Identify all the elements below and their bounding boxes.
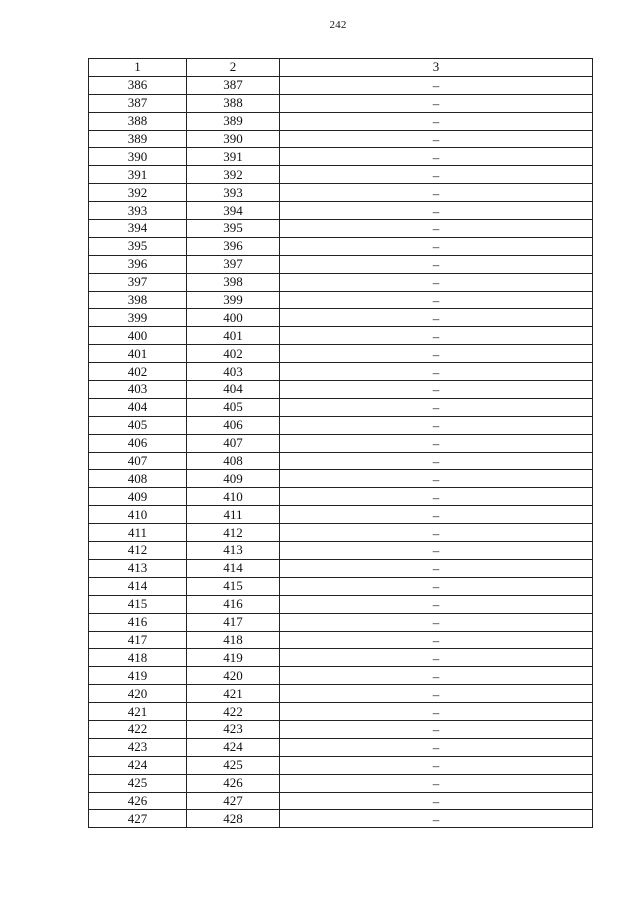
table-cell-col-2: 397 xyxy=(187,255,280,273)
table-cell-col-1: 410 xyxy=(89,506,187,524)
dash-value: – xyxy=(432,185,440,201)
table-row xyxy=(89,595,593,613)
column-header-2: 2 xyxy=(187,59,280,77)
table-row xyxy=(89,398,593,416)
table-cell-col-1: 425 xyxy=(89,774,187,792)
table-cell-col-1: 387 xyxy=(89,94,187,112)
dash-value: – xyxy=(432,436,440,452)
table-cell-col-3 xyxy=(280,434,593,452)
table-cell-col-3 xyxy=(280,255,593,273)
table-cell-col-1: 395 xyxy=(89,237,187,255)
table-cell-col-1: 403 xyxy=(89,381,187,399)
table-row xyxy=(89,381,593,399)
dash-value: – xyxy=(432,239,440,255)
table-row xyxy=(89,416,593,434)
table-row xyxy=(89,792,593,810)
table-cell-col-3 xyxy=(280,577,593,595)
table-cell-col-1: 427 xyxy=(89,810,187,828)
table-row xyxy=(89,738,593,756)
table-cell-col-3 xyxy=(280,685,593,703)
table-cell-col-2: 426 xyxy=(187,774,280,792)
dash-value: – xyxy=(432,167,440,183)
table-cell-col-1: 413 xyxy=(89,559,187,577)
table-cell-col-3 xyxy=(280,309,593,327)
dash-value: – xyxy=(432,507,440,523)
table-row xyxy=(89,130,593,148)
table-row xyxy=(89,756,593,774)
table-cell-col-3 xyxy=(280,148,593,166)
dash-value: – xyxy=(432,364,440,380)
dash-value: – xyxy=(432,346,440,362)
table-cell-col-2: 404 xyxy=(187,381,280,399)
dash-value: – xyxy=(432,203,440,219)
table-cell-col-2: 423 xyxy=(187,720,280,738)
table-cell-col-3 xyxy=(280,738,593,756)
table-cell-col-3 xyxy=(280,756,593,774)
table-row xyxy=(89,255,593,273)
table-cell-col-1: 405 xyxy=(89,416,187,434)
table-row xyxy=(89,345,593,363)
table-cell-col-3 xyxy=(280,595,593,613)
table-cell-col-3 xyxy=(280,237,593,255)
table-row xyxy=(89,166,593,184)
dash-value: – xyxy=(432,579,440,595)
dash-value: – xyxy=(432,615,440,631)
dash-value: – xyxy=(432,722,440,738)
table-cell-col-3 xyxy=(280,202,593,220)
table-cell-col-3 xyxy=(280,720,593,738)
table-cell-col-1: 426 xyxy=(89,792,187,810)
table-cell-col-2: 399 xyxy=(187,291,280,309)
table-cell-col-2: 415 xyxy=(187,577,280,595)
dash-value: – xyxy=(432,293,440,309)
table-row xyxy=(89,667,593,685)
table-cell-col-2: 410 xyxy=(187,488,280,506)
table-cell-col-2: 417 xyxy=(187,613,280,631)
table-cell-col-1: 412 xyxy=(89,542,187,560)
table-cell-col-3 xyxy=(280,76,593,94)
table-row xyxy=(89,148,593,166)
table-cell-col-2: 408 xyxy=(187,452,280,470)
table-cell-col-2: 406 xyxy=(187,416,280,434)
table-row xyxy=(89,309,593,327)
table-row xyxy=(89,94,593,112)
dash-value: – xyxy=(432,382,440,398)
table-cell-col-1: 399 xyxy=(89,309,187,327)
table-cell-col-3 xyxy=(280,416,593,434)
dash-value: – xyxy=(432,632,440,648)
table-cell-col-2: 388 xyxy=(187,94,280,112)
table-cell-col-1: 390 xyxy=(89,148,187,166)
dash-value: – xyxy=(432,650,440,666)
dash-value: – xyxy=(432,257,440,273)
table-cell-col-3 xyxy=(280,524,593,542)
table-cell-col-1: 391 xyxy=(89,166,187,184)
table-cell-col-1: 401 xyxy=(89,345,187,363)
table-row xyxy=(89,810,593,828)
table-cell-col-1: 402 xyxy=(89,363,187,381)
table-cell-col-2: 413 xyxy=(187,542,280,560)
table-cell-col-2: 427 xyxy=(187,792,280,810)
table-cell-col-2: 401 xyxy=(187,327,280,345)
table-cell-col-3 xyxy=(280,774,593,792)
table-cell-col-3 xyxy=(280,470,593,488)
table-cell-col-2: 391 xyxy=(187,148,280,166)
table-cell-col-1: 411 xyxy=(89,524,187,542)
table-cell-col-3 xyxy=(280,345,593,363)
table-cell-col-2: 389 xyxy=(187,112,280,130)
table-cell-col-1: 415 xyxy=(89,595,187,613)
dash-value: – xyxy=(432,525,440,541)
dash-value: – xyxy=(432,149,440,165)
table-row xyxy=(89,291,593,309)
dash-value: – xyxy=(432,78,440,94)
dash-value: – xyxy=(432,758,440,774)
table-row xyxy=(89,434,593,452)
page-number: 242 xyxy=(329,19,347,31)
table-cell-col-2: 409 xyxy=(187,470,280,488)
table-cell-col-2: 402 xyxy=(187,345,280,363)
dash-value: – xyxy=(432,776,440,792)
table-row xyxy=(89,202,593,220)
table-cell-col-1: 386 xyxy=(89,76,187,94)
table-cell-col-1: 416 xyxy=(89,613,187,631)
table-cell-col-3 xyxy=(280,667,593,685)
table-row xyxy=(89,542,593,560)
table-row xyxy=(89,327,593,345)
table-cell-col-2: 418 xyxy=(187,631,280,649)
table-cell-col-3 xyxy=(280,649,593,667)
table-cell-col-3 xyxy=(280,488,593,506)
table-row xyxy=(89,452,593,470)
dash-value: – xyxy=(432,740,440,756)
table-cell-col-1: 422 xyxy=(89,720,187,738)
table-cell-col-1: 406 xyxy=(89,434,187,452)
table-cell-col-3 xyxy=(280,327,593,345)
table-cell-col-1: 404 xyxy=(89,398,187,416)
table-cell-col-1: 388 xyxy=(89,112,187,130)
table-cell-col-1: 419 xyxy=(89,667,187,685)
table-cell-col-2: 421 xyxy=(187,685,280,703)
table-cell-col-2: 420 xyxy=(187,667,280,685)
dash-value: – xyxy=(432,275,440,291)
table-cell-col-1: 407 xyxy=(89,452,187,470)
table-cell-col-1: 392 xyxy=(89,184,187,202)
table-cell-col-2: 428 xyxy=(187,810,280,828)
table-row xyxy=(89,524,593,542)
table-cell-col-3 xyxy=(280,291,593,309)
dash-value: – xyxy=(432,310,440,326)
table-cell-col-2: 405 xyxy=(187,398,280,416)
table-cell-col-1: 417 xyxy=(89,631,187,649)
table-row xyxy=(89,506,593,524)
table-cell-col-3 xyxy=(280,363,593,381)
table-header xyxy=(89,59,593,77)
table-cell-col-3 xyxy=(280,184,593,202)
dash-value: – xyxy=(432,561,440,577)
table-cell-col-2: 411 xyxy=(187,506,280,524)
table-cell-col-1: 424 xyxy=(89,756,187,774)
table-cell-col-1: 408 xyxy=(89,470,187,488)
table-row xyxy=(89,577,593,595)
table-row xyxy=(89,649,593,667)
table-cell-col-3 xyxy=(280,130,593,148)
table-cell-col-3 xyxy=(280,542,593,560)
data-table xyxy=(88,58,593,828)
table-cell-col-1: 421 xyxy=(89,703,187,721)
dash-value: – xyxy=(432,543,440,559)
table-row xyxy=(89,363,593,381)
dash-value: – xyxy=(432,668,440,684)
table-cell-col-1: 396 xyxy=(89,255,187,273)
table-cell-col-1: 397 xyxy=(89,273,187,291)
table-cell-col-2: 414 xyxy=(187,559,280,577)
dash-value: – xyxy=(432,454,440,470)
table-row xyxy=(89,685,593,703)
table-cell-col-1: 420 xyxy=(89,685,187,703)
table-cell-col-2: 395 xyxy=(187,220,280,238)
table-cell-col-1: 400 xyxy=(89,327,187,345)
header-row xyxy=(89,59,593,77)
table-row xyxy=(89,237,593,255)
dash-value: – xyxy=(432,793,440,809)
table-cell-col-3 xyxy=(280,792,593,810)
table-body xyxy=(89,76,593,827)
dash-value: – xyxy=(432,96,440,112)
table-cell-col-1: 418 xyxy=(89,649,187,667)
table-cell-col-3 xyxy=(280,166,593,184)
table-cell-col-1: 414 xyxy=(89,577,187,595)
dash-value: – xyxy=(432,597,440,613)
column-header-1: 1 xyxy=(89,59,187,77)
table-row xyxy=(89,112,593,130)
table-row xyxy=(89,703,593,721)
table-cell-col-3 xyxy=(280,220,593,238)
table-row xyxy=(89,774,593,792)
table-cell-col-3 xyxy=(280,452,593,470)
table-cell-col-3 xyxy=(280,273,593,291)
table-cell-col-2: 392 xyxy=(187,166,280,184)
table-cell-col-3 xyxy=(280,506,593,524)
table-cell-col-3 xyxy=(280,810,593,828)
dash-value: – xyxy=(432,811,440,827)
table-cell-col-2: 400 xyxy=(187,309,280,327)
table-cell-col-3 xyxy=(280,559,593,577)
table-cell-col-2: 416 xyxy=(187,595,280,613)
table-cell-col-2: 403 xyxy=(187,363,280,381)
table-cell-col-3 xyxy=(280,703,593,721)
table-cell-col-2: 422 xyxy=(187,703,280,721)
dash-value: – xyxy=(432,328,440,344)
table-row xyxy=(89,488,593,506)
table-cell-col-2: 390 xyxy=(187,130,280,148)
dash-value: – xyxy=(432,132,440,147)
table-cell-col-3 xyxy=(280,112,593,130)
table-cell-col-1: 409 xyxy=(89,488,187,506)
table-row xyxy=(89,631,593,649)
dash-value: – xyxy=(432,471,440,487)
table-row xyxy=(89,613,593,631)
dash-value: – xyxy=(432,114,440,130)
table-cell-col-2: 412 xyxy=(187,524,280,542)
dash-value: – xyxy=(432,400,440,416)
table-cell-col-3 xyxy=(280,398,593,416)
table-cell-col-2: 424 xyxy=(187,738,280,756)
column-header-3: 3 xyxy=(280,59,593,77)
table-cell-col-1: 398 xyxy=(89,291,187,309)
table-cell-col-1: 389 xyxy=(89,130,187,148)
table-cell-col-1: 393 xyxy=(89,202,187,220)
table-cell-col-2: 398 xyxy=(187,273,280,291)
table-row xyxy=(89,720,593,738)
table-cell-col-3 xyxy=(280,631,593,649)
dash-value: – xyxy=(432,221,440,237)
table-cell-col-3 xyxy=(280,381,593,399)
table-row xyxy=(89,559,593,577)
dash-value: – xyxy=(432,489,440,505)
table-cell-col-2: 387 xyxy=(187,76,280,94)
table-cell-col-2: 396 xyxy=(187,237,280,255)
table-row xyxy=(89,220,593,238)
table-row xyxy=(89,184,593,202)
table-cell-col-2: 407 xyxy=(187,434,280,452)
table-cell-col-3 xyxy=(280,94,593,112)
dash-value: – xyxy=(432,418,440,434)
table-cell-col-2: 393 xyxy=(187,184,280,202)
table-cell-col-3 xyxy=(280,613,593,631)
table-row xyxy=(89,76,593,94)
table-cell-col-1: 423 xyxy=(89,738,187,756)
table-cell-col-2: 394 xyxy=(187,202,280,220)
dash-value: – xyxy=(432,704,440,720)
table-row xyxy=(89,470,593,488)
dash-value: – xyxy=(432,686,440,702)
table-row xyxy=(89,273,593,291)
table-cell-col-2: 419 xyxy=(187,649,280,667)
table-cell-col-1: 394 xyxy=(89,220,187,238)
table-cell-col-2: 425 xyxy=(187,756,280,774)
